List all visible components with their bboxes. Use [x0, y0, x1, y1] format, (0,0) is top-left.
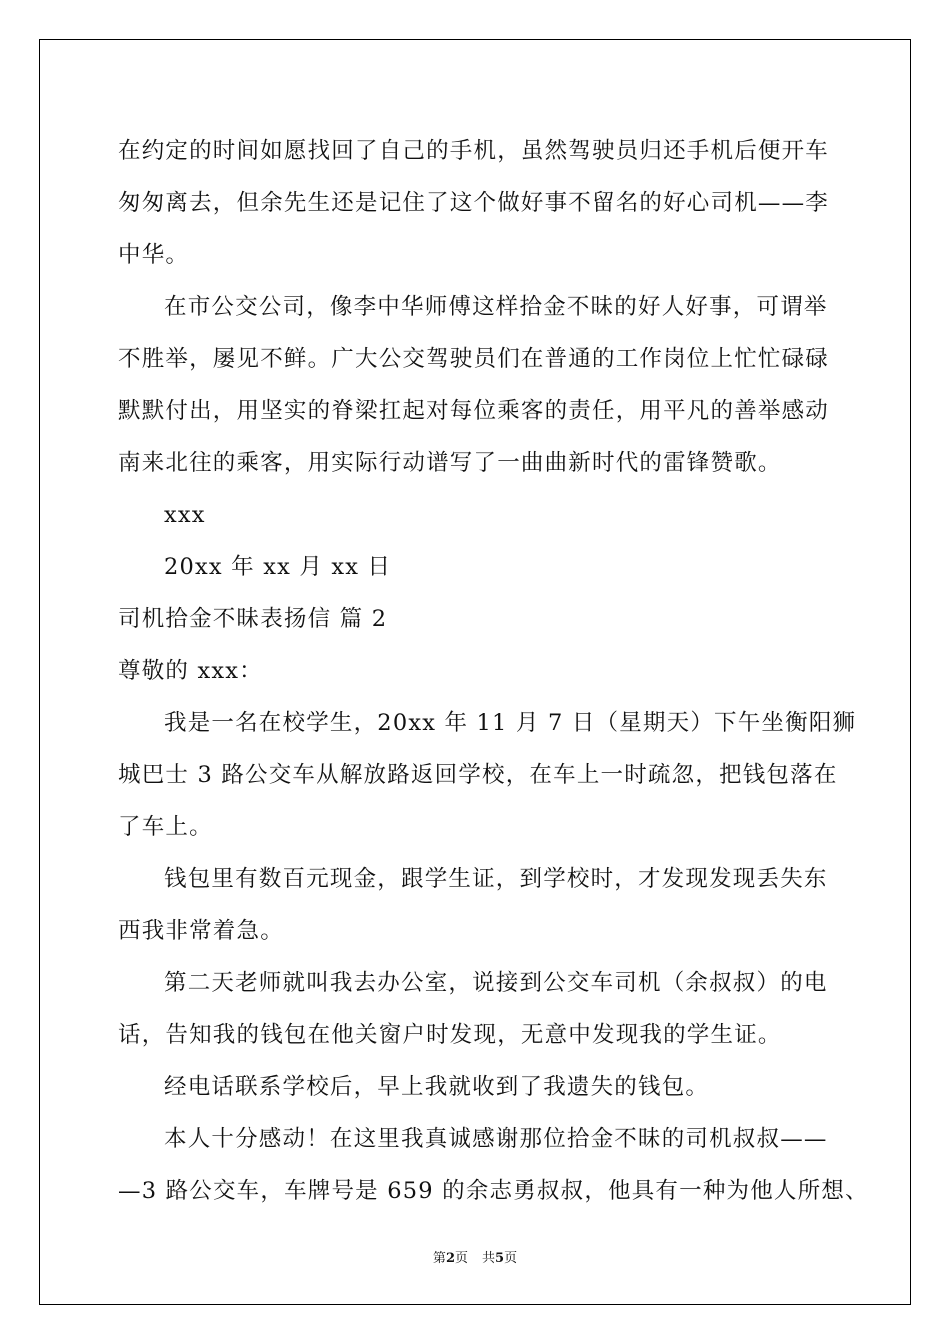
footer-total-suffix: 页: [504, 1251, 518, 1266]
text-line: 在市公交公司，像李中华师傅这样拾金不昧的好人好事，可谓举: [164, 294, 828, 320]
text-line: 我是一名在校学生，20xx 年 11 月 7 日（星期天）下午坐衡阳狮: [164, 710, 857, 736]
page-footer: [0, 1247, 950, 1266]
text-line: 了车上。: [118, 814, 213, 840]
text-line: 城巴士 3 路公交车从解放路返回学校，在车上一时疏忽，把钱包落在: [118, 762, 838, 788]
footer-total-prefix: 共: [482, 1251, 496, 1266]
text-line: 中华。: [118, 242, 190, 268]
text-line: 钱包里有数百元现金，跟学生证，到学校时，才发现发现丢失东: [164, 866, 828, 892]
text-line: 第二天老师就叫我去办公室，说接到公交车司机（余叔叔）的电: [164, 970, 828, 996]
text-line: 匆匆离去，但余先生还是记住了这个做好事不留名的好心司机——李: [118, 190, 830, 216]
text-line: 默默付出，用坚实的脊梁扛起对每位乘客的责任，用平凡的善举感动: [118, 398, 830, 424]
text-line: 20xx 年 xx 月 xx 日: [164, 554, 392, 580]
text-line: 西我非常着急。: [118, 918, 284, 944]
text-line: 话，告知我的钱包在他关窗户时发现，无意中发现我的学生证。: [118, 1022, 782, 1048]
text-line: 南来北往的乘客，用实际行动谱写了一曲曲新时代的雷锋赞歌。: [118, 450, 782, 476]
footer-page-suffix: 页: [454, 1251, 468, 1266]
footer-current-page: 2: [445, 1251, 455, 1266]
text-line: 尊敬的 xxx：: [118, 658, 263, 684]
text-line: xxx: [164, 502, 206, 528]
footer-total-pages: 5: [495, 1251, 505, 1266]
text-line: 在约定的时间如愿找回了自己的手机，虽然驾驶员归还手机后便开车: [118, 138, 830, 164]
footer-page-prefix: 第: [432, 1251, 446, 1266]
text-line: 经电话联系学校后，早上我就收到了我遗失的钱包。: [164, 1074, 710, 1100]
text-line: 不胜举，屡见不鲜。广大公交驾驶员们在普通的工作岗位上忙忙碌碌: [118, 346, 830, 372]
text-line: 司机拾金不昧表扬信 篇 2: [118, 606, 388, 632]
document-body: [118, 125, 869, 1217]
text-line: —3 路公交车，车牌号是 659 的余志勇叔叔，他具有一种为他人所想、: [118, 1178, 869, 1204]
text-line: 本人十分感动！在这里我真诚感谢那位拾金不昧的司机叔叔——: [164, 1126, 828, 1152]
